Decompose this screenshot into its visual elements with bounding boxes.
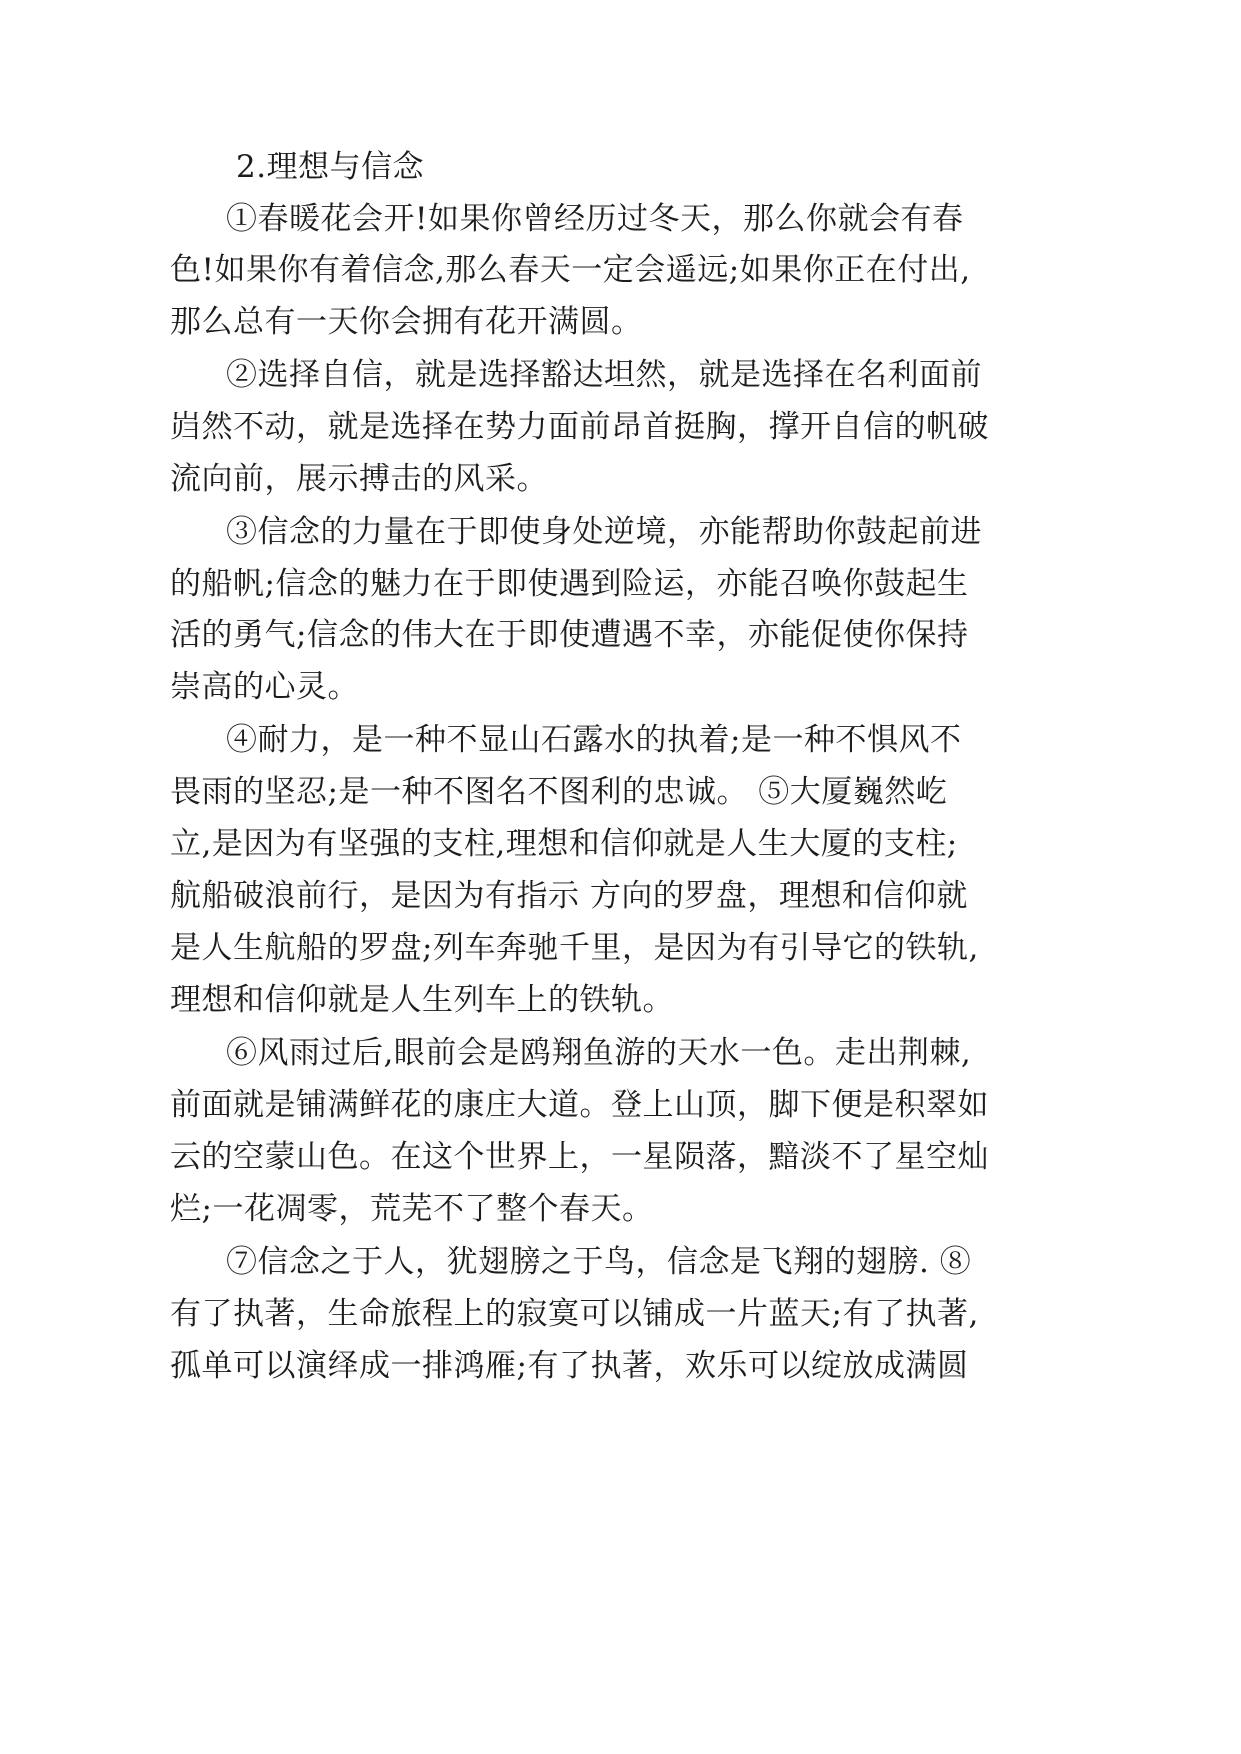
paragraph-2-line-3: 流向前，展示搏击的风采。: [170, 461, 548, 497]
paragraph-5-line-3: 云的空蒙山色。在这个世界上，一星陨落，黯淡不了星空灿: [170, 1139, 989, 1175]
paragraph-4-line-4: 航船破浪前行，是因为有指示 方向的罗盘，理想和信仰就: [170, 878, 968, 914]
paragraph-4-line-1: ④耐力，是一种不显山石露水的执着;是一种不惧风不: [226, 722, 962, 758]
section-heading: 2.理想与信念: [236, 149, 425, 185]
paragraph-4-line-3: 立,是因为有坚强的支柱,理想和信仰就是人生大厦的支柱;: [170, 826, 958, 862]
paragraph-5-line-2: 前面就是铺满鲜花的康庄大道。登上山顶，脚下便是积翠如: [170, 1087, 989, 1123]
paragraph-4-line-2: 畏雨的坚忍;是一种不图名不图利的忠诚。 ⑤大厦巍然屹: [170, 774, 948, 810]
paragraph-4-line-6: 理想和信仰就是人生列车上的铁轨。: [170, 982, 674, 1018]
paragraph-4-line-5: 是人生航船的罗盘;列车奔驰千里，是因为有引导它的铁轨,: [170, 930, 979, 966]
paragraph-3-line-1: ③信念的力量在于即使身处逆境，亦能帮助你鼓起前进: [226, 514, 982, 550]
paragraph-1-line-1: ①春暖花会开!如果你曾经历过冬天，那么你就会有春: [226, 201, 964, 237]
paragraph-2-line-1: ②选择自信，就是选择豁达坦然，就是选择在名利面前: [226, 357, 982, 393]
paragraph-6-line-1: ⑦信念之于人，犹翅膀之于鸟，信念是飞翔的翅膀. ⑧: [226, 1244, 972, 1280]
paragraph-2-line-2: 岿然不动，就是选择在势力面前昂首挺胸，撑开自信的帆破: [170, 409, 989, 445]
paragraph-3-line-2: 的船帆;信念的魅力在于即使遇到险运，亦能召唤你鼓起生: [170, 566, 969, 602]
paragraph-5-line-1: ⑥风雨过后,眼前会是鸥翔鱼游的天水一色。走出荆棘,: [226, 1035, 972, 1071]
paragraph-1-line-3: 那么总有一天你会拥有花开满圆。: [170, 304, 643, 340]
paragraph-3-line-3: 活的勇气;信念的伟大在于即使遭遇不幸，亦能促使你保持: [170, 617, 969, 653]
paragraph-5-line-4: 烂;一花凋零，荒芜不了整个春天。: [170, 1191, 654, 1227]
paragraph-6-line-3: 孤单可以演绎成一排鸿雁;有了执著，欢乐可以绽放成满圆: [170, 1348, 969, 1384]
paragraph-1-line-2: 色!如果你有着信念,那么春天一定会遥远;如果你正在付出,: [170, 252, 971, 288]
paragraph-6-line-2: 有了执著，生命旅程上的寂寞可以铺成一片蓝天;有了执著,: [170, 1296, 979, 1332]
paragraph-3-line-4: 崇高的心灵。: [170, 669, 359, 705]
